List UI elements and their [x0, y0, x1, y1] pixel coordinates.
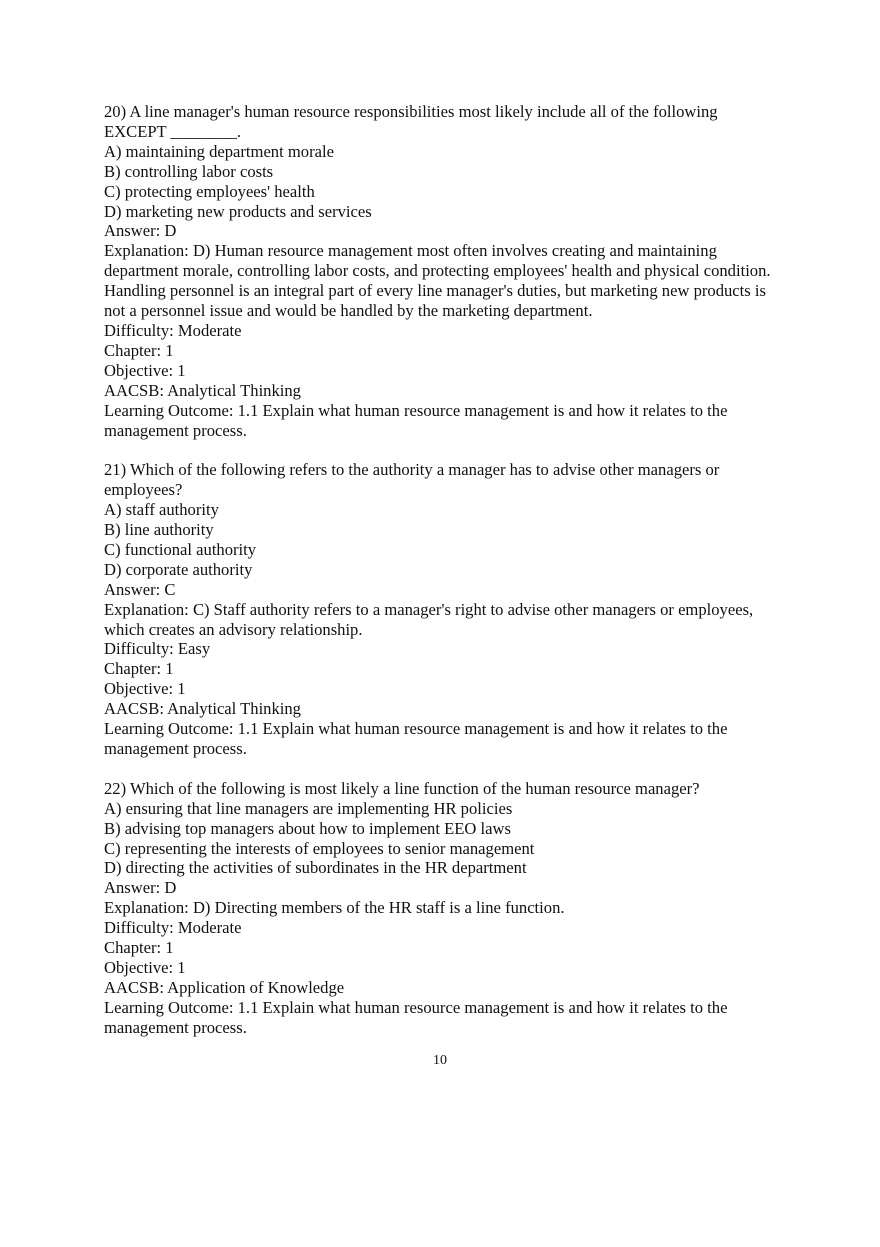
explanation: Explanation: D) Human resource management most often involves creating and maintaining department morale, controlling labor costs, and protecting employees' health and physical condition. Handling personnel is an integral part of every line manager's duties, but marketing new products is not a personnel issue and would be handled by the marketing department. [104, 241, 771, 321]
answer-option: D) marketing new products and services [104, 201, 372, 221]
answer-option: A) staff authority [104, 500, 219, 520]
objective: Objective: 1 [104, 360, 186, 380]
chapter: Chapter: 1 [104, 659, 174, 679]
answer-option: C) representing the interests of employees to senior management [104, 838, 535, 858]
answer-option: B) line authority [104, 520, 214, 540]
chapter: Chapter: 1 [104, 340, 174, 360]
question-stem: 22) Which of the following is most likely a line function of the human resource manager? [104, 778, 700, 798]
answer-option: D) directing the activities of subordinates in the HR department [104, 858, 527, 878]
objective: Objective: 1 [104, 957, 186, 977]
answer-option: A) ensuring that line managers are implementing HR policies [104, 798, 513, 818]
answer-key: Answer: C [104, 579, 176, 599]
difficulty: Difficulty: Easy [104, 639, 211, 659]
question-stem: 21) Which of the following refers to the authority a manager has to advise other managers or employees? [104, 460, 720, 500]
aacsb: AACSB: Analytical Thinking [104, 380, 301, 400]
question-20 [104, 102, 784, 440]
answer-option: C) functional authority [104, 539, 257, 559]
chapter: Chapter: 1 [104, 938, 174, 958]
question-stem: 20) A line manager's human resource responsibilities most likely include all of the following EXCEPT ________. [104, 102, 718, 141]
answer-key: Answer: D [104, 221, 177, 241]
question-22 [104, 779, 784, 1038]
objective: Objective: 1 [104, 679, 186, 699]
answer-option: D) corporate authority [104, 559, 253, 579]
difficulty: Difficulty: Moderate [104, 320, 242, 340]
answer-option: A) maintaining department morale [104, 141, 334, 161]
question-21 [104, 460, 784, 759]
document-page [104, 102, 784, 1057]
aacsb: AACSB: Application of Knowledge [104, 977, 345, 997]
answer-option: B) advising top managers about how to implement EEO laws [104, 818, 511, 838]
difficulty: Difficulty: Moderate [104, 918, 242, 938]
answer-option: B) controlling labor costs [104, 161, 274, 181]
page-number: 10 [433, 1053, 447, 1068]
explanation: Explanation: D) Directing members of the HR staff is a line function. [104, 898, 565, 918]
answer-key: Answer: D [104, 878, 177, 898]
explanation: Explanation: C) Staff authority refers to a manager's right to advise other managers or employees, which creates an advisory relationship. [104, 599, 754, 639]
learning-outcome: Learning Outcome: 1.1 Explain what human resource management is and how it relates to the management process. [104, 997, 728, 1037]
learning-outcome: Learning Outcome: 1.1 Explain what human resource management is and how it relates to the management process. [104, 719, 728, 758]
answer-option: C) protecting employees' health [104, 181, 315, 201]
aacsb: AACSB: Analytical Thinking [104, 699, 301, 719]
learning-outcome: Learning Outcome: 1.1 Explain what human resource management is and how it relates to the management process. [104, 400, 728, 440]
